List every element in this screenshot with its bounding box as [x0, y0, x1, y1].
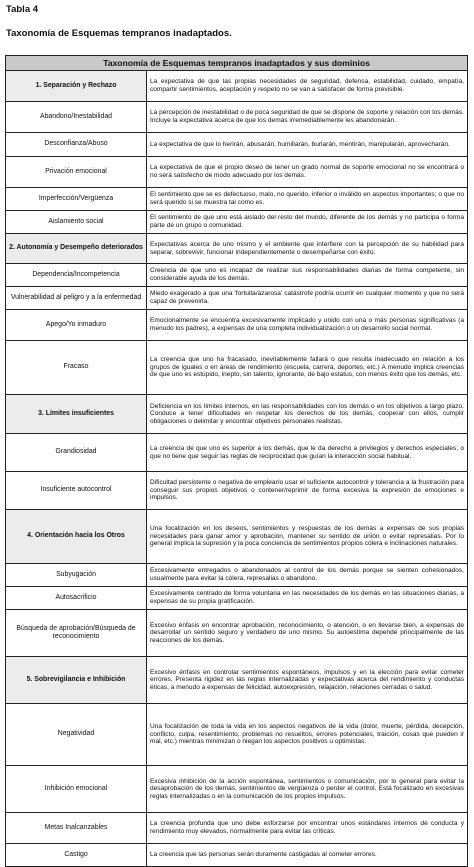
- schema-row: [6, 211, 467, 234]
- schema-description: [147, 434, 467, 471]
- schema-description: [147, 234, 467, 263]
- schema-description: [147, 287, 467, 309]
- schema-row: [6, 610, 467, 657]
- schema-row: [6, 341, 467, 395]
- schema-row: [6, 287, 467, 310]
- schema-label: Autosacrificio: [6, 587, 147, 609]
- schema-description: [147, 510, 467, 563]
- schema-description: [147, 587, 467, 609]
- description-text: El sentimiento que se es defectuoso, malo, no querido, inferior o inválido en aspectos importantes; o que no será querido si se muestra tal como es.: [150, 191, 464, 206]
- schema-label: Aislamiento social: [6, 211, 147, 233]
- description-text: La expectativa de que lo herirán, abusarán, humillarán, burlarán, mentirán, manipularán, aprovecharán.: [150, 140, 450, 148]
- domain-row: [6, 657, 467, 704]
- schema-label: Imperfección/Vergüenza: [6, 188, 147, 210]
- schema-row: [6, 844, 467, 866]
- description-text: Expectativas acerca de uno mismo y el ambiente que interfiere con la percepción de su habilidad para separar, sobrevivir, funcionar independientemente o desempeñarse con éxito.: [150, 240, 464, 256]
- schema-row: [6, 157, 467, 188]
- schema-description: [147, 157, 467, 187]
- schema-label: Castigo: [6, 844, 147, 866]
- schema-description: [147, 211, 467, 233]
- schema-row: [6, 587, 467, 610]
- schema-row: [6, 133, 467, 157]
- description-text: Una focalización de toda la vida en los aspectos negativos de la vida (dolor, muerte, pérdida, decepción, conflicto, culpa, resentimiento, problemas no resueltos, errores potenciales, traición, cosas que pueden ir mal, etc.) mientras minimizan o niegan los aspectos positivos u optimistas.: [150, 723, 464, 746]
- description-text: La percepción de inestabilidad o de poca seguridad de que se dispone de soporte y relación con los demás. Incluye la expectativa acerca de que los demás irremediablemente les abandonarán.: [150, 109, 464, 124]
- schema-label: Inhibición emocional: [6, 766, 147, 812]
- description-text: Excesivo énfasis en encontrar aprobación, reconocimiento, o atención, o en llevarse bien, a expensas de desarrollar un sentido seguro y verdadero de uno mismo. Su autoestima depende principalmente de las reacciones de los demás.: [150, 621, 464, 644]
- table-body: [6, 71, 467, 866]
- schema-row: [6, 564, 467, 587]
- description-text: Excesivo énfasis en controlar sentimientos espontáneos, impulsos y en la elección para evitar cometer errores. Presenta rigidez en las reglas internalizadas y expectativas acerca del rendimiento y conductas éticas, a menudo a expensas de felicidad, autoexpresión, relajación, relaciones cerradas o salud.: [150, 668, 464, 691]
- description-text: La creencia de que uno es superior a los demás, que le da derecho a privilegios y derechos especiales; o que no tiene que seguir las reglas de reciprocidad que guían la interacción social habitual.: [150, 444, 464, 460]
- schema-label: Insuficiente autocontrol: [6, 472, 147, 509]
- schema-row: [6, 704, 467, 766]
- schema-label: Abandono/Inestabilidad: [6, 102, 147, 132]
- schema-description: [147, 813, 467, 843]
- description-text: La creencia que las personas serán duramente castigadas al cometer errores.: [150, 851, 377, 859]
- schema-label: Fracaso: [6, 341, 147, 394]
- schema-description: [147, 310, 467, 340]
- schema-description: [147, 657, 467, 703]
- domain-row: [6, 234, 467, 264]
- description-text: Emocionalmente se encuentra excesivamente implicado y unido con una o más personas significativas (a menudo los padres), a expensas de una completa individualización o un desarrollo social normal.: [150, 317, 464, 332]
- description-text: Excesivamente centrado de forma voluntaria en las necesidades de los demás en las situaciones diarias, a expensas de su propia gratificación.: [150, 590, 464, 605]
- schema-row: [6, 766, 467, 813]
- description-text: Dificultad persistente o negativa de emplear/o usar el suficiente autocontrol y tolerancia a la frustración para conseguir sus propios objetivos o contener/reprimir de forma excesiva la expresión de emociones e impulsos.: [150, 479, 464, 502]
- description-text: Excesivamente entregados o abandonados al control de los demás porque se sienten cohesionados, usualmente para evitar la cólera, represalias o abandono.: [150, 567, 464, 582]
- schema-label: Privación emocional: [6, 157, 147, 187]
- domain-label: 2. Autonomía y Desempeño deteriorados: [6, 234, 147, 263]
- description-text: Deficiencia en los límites internos, en las responsabilidades con los demás o en los objetivos a largo plazo. Conduce a tener dificultades en respetar los derechos de los demás, cooperar con ellos, cumplir obligaciones o delimitar y encontrar objetivos personales realistas.: [150, 402, 464, 425]
- schema-label: Vulnerabilidad al peligro y a la enfermedad: [6, 287, 147, 309]
- schema-label: Subyugación: [6, 564, 147, 586]
- schema-label: Dependencia/Incompetencia: [6, 264, 147, 286]
- description-text: La expectativa de que el propio deseo de tener un grado normal de soporte emocional no se encontrará o no será satisfecho de modo adecuado por los demás.: [150, 164, 464, 179]
- schema-description: [147, 341, 467, 394]
- domain-row: [6, 395, 467, 434]
- domain-label: 3. Límites insuficientes: [6, 395, 147, 433]
- schema-description: [147, 264, 467, 286]
- schema-description: [147, 766, 467, 812]
- schema-description: [147, 188, 467, 210]
- schema-description: [147, 610, 467, 656]
- table-number: Tabla 4: [6, 4, 39, 15]
- domain-label: 1. Separación y Rechazo: [6, 71, 147, 101]
- description-text: Excesiva inhibición de la acción espontánea, sentimientos o comunicación, por lo general para evitar la desaprobación de los demás, sentimientos de vergüenza o perder el control. Está focalizado en excesivas reglas internalizadas o en la comunicación de los propios impulsos.: [150, 777, 464, 800]
- schema-label: Metas Inalcanzables: [6, 813, 147, 843]
- schema-label: Negatividad: [6, 704, 147, 765]
- domain-label: 4. Orientación hacia los Otros: [6, 510, 147, 563]
- schema-row: [6, 310, 467, 341]
- schema-label: Grandiosidad: [6, 434, 147, 471]
- description-text: Creencia de que uno es incapaz de realizar sus responsabilidades diarias de forma competente, sin considerable ayuda de los demás.: [150, 267, 464, 282]
- schema-row: [6, 472, 467, 510]
- schema-label: Búsqueda de aprobación/Búsqueda de reconocimiento: [6, 610, 147, 656]
- schema-label: Apego/Yo inmaduro: [6, 310, 147, 340]
- description-text: La creencia profunda que uno debe esforzarse por encontrar unos estándares internos de conducta y rendimiento muy elevados, normalmente para evitar las críticas.: [150, 820, 464, 835]
- description-text: Una focalización en los deseos, sentimientos y respuestas de los demás a expensas de sus propias necesidades para ganar amor y aprobación, mantener su sentido de unión o evitar represalias. Por lo general implica la supresión y la poca conciencia de sentimientos propios cólera e inclinaciones naturales.: [150, 525, 464, 548]
- schema-label: Desconfianza/Abuso: [6, 133, 147, 156]
- domain-row: [6, 510, 467, 564]
- schema-description: [147, 564, 467, 586]
- table-title: Taxonomía de Esquemas tempranos inadaptados.: [6, 28, 232, 39]
- domain-row: [6, 71, 467, 102]
- schema-taxonomy-table: [5, 55, 468, 867]
- description-text: El sentimiento de que uno está aislado del resto del mundo, diferente de los demás y no participa o forma parte de un grupo o comunidad.: [150, 214, 464, 229]
- description-text: La expectativa de que las propias necesidades de seguridad, defensa, estabilidad, cuidado, empatía, compartir sentimientos, aceptación y respeto no se van a satisfacer de forma previsible.: [150, 78, 464, 93]
- schema-row: [6, 264, 467, 287]
- description-text: Miedo exagerado a que una 'fortuita/azarosa' catástrofe podría ocurrir en cualquier momento y que no será capaz de prevenirla.: [150, 290, 464, 305]
- table-header: Taxonomía de Esquemas tempranos inadaptados y sus dominios: [6, 56, 467, 71]
- schema-description: [147, 102, 467, 132]
- schema-description: [147, 472, 467, 509]
- schema-description: [147, 133, 467, 156]
- schema-row: [6, 434, 467, 472]
- description-text: La creencia que uno ha fracasado, inevitablemente fallará o que resulta inadecuado en relación a los grupos de iguales o en áreas de rendimiento (escuela, carrera, deportes, etc.) A menudo implica creencias de que uno es estúpido, inepto, sin talento, ignorante, de bajo estatus, con menos éxito que los demás, etc.: [150, 356, 464, 379]
- schema-row: [6, 102, 467, 133]
- schema-row: [6, 813, 467, 844]
- schema-row: [6, 188, 467, 211]
- schema-description: [147, 71, 467, 101]
- schema-description: [147, 704, 467, 765]
- schema-description: [147, 395, 467, 433]
- domain-label: 5. Sobrevigilancia e Inhibición: [6, 657, 147, 703]
- schema-description: [147, 844, 467, 866]
